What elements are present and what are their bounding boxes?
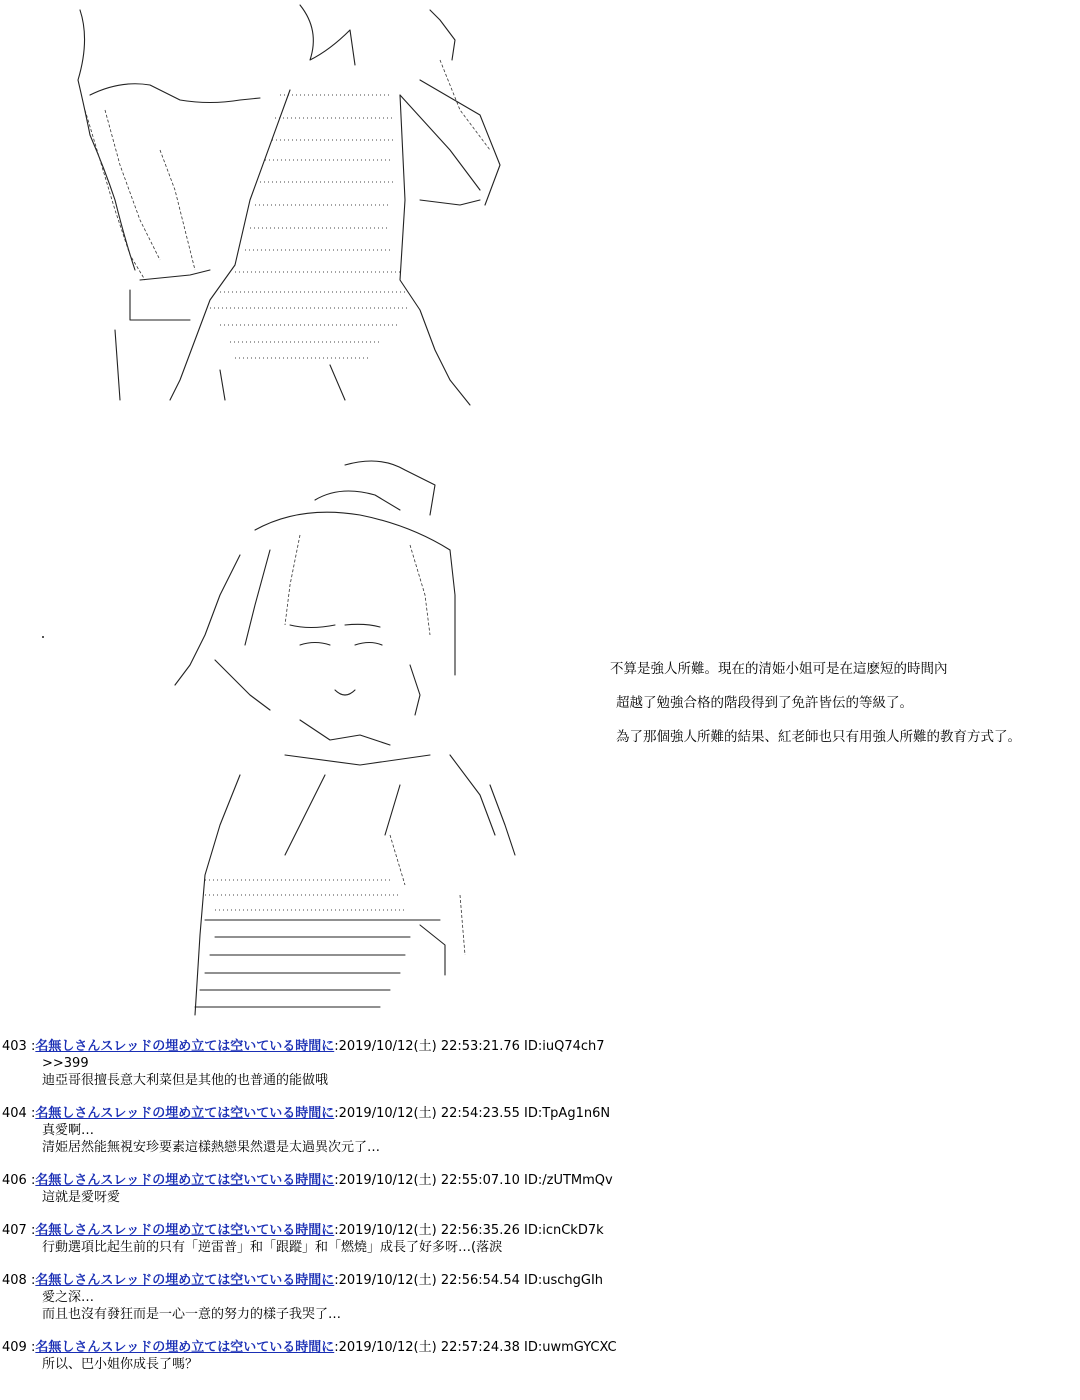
post-text-line: 所以、巴小姐你成長了嗎？ <box>42 1357 199 1372</box>
ascii-art-bottom <box>160 455 530 1025</box>
post-separator: : <box>30 1340 36 1355</box>
post-meta: :2019/10/12(土) 22:54:23.55 ID:TpAg1n6N <box>334 1106 611 1121</box>
poster-name-link[interactable]: 名無しさんスレッドの埋め立ては空いている時間に <box>35 1173 335 1188</box>
post-meta: :2019/10/12(土) 22:55:07.10 ID:/zUTMmQv <box>334 1173 613 1188</box>
post-body <box>2 1122 1078 1156</box>
post-separator: : <box>30 1173 36 1188</box>
post <box>2 1272 1078 1323</box>
poster-name-link[interactable]: 名無しさんスレッドの埋め立ては空いている時間に <box>35 1106 335 1121</box>
poster-name-link[interactable]: 名無しさんスレッドの埋め立ては空いている時間に <box>35 1273 335 1288</box>
stray-dot <box>42 636 44 638</box>
post-text-line: 這就是愛呀愛 <box>42 1190 121 1205</box>
post <box>2 1172 1078 1206</box>
post-number: 404 <box>2 1106 27 1121</box>
post <box>2 1339 1078 1373</box>
post-body <box>2 1189 1078 1206</box>
post-text-line: 迪亞哥很擅長意大利菜但是其他的也普通的能做哦 <box>42 1073 329 1088</box>
post-meta: :2019/10/12(土) 22:57:24.38 ID:uwmGYCXC <box>334 1340 617 1355</box>
post-header <box>2 1339 1078 1356</box>
post-number: 408 <box>2 1273 27 1288</box>
narration-line: 為了那個強人所難的結果、紅老師也只有用強人所難的教育方式了。 <box>616 729 1021 745</box>
ascii-art-bottom-drawing <box>160 455 530 1025</box>
poster-name-link[interactable]: 名無しさんスレッドの埋め立ては空いている時間に <box>35 1039 335 1054</box>
post-separator: : <box>30 1273 36 1288</box>
post-number: 409 <box>2 1340 27 1355</box>
post-meta: :2019/10/12(土) 22:56:35.26 ID:icnCkD7k <box>334 1223 604 1238</box>
post-text-line: 真愛啊… <box>42 1123 95 1138</box>
post-separator: : <box>30 1039 36 1054</box>
post-text-line: 愛之深… <box>42 1290 95 1305</box>
post-header <box>2 1105 1078 1122</box>
post-text-line: 行動選項比起生前的只有「逆雷普」和「跟蹤」和「燃燒」成長了好多呀…(落淚 <box>42 1240 503 1255</box>
ascii-art-top-drawing <box>60 0 520 415</box>
post-header <box>2 1272 1078 1289</box>
post <box>2 1105 1078 1156</box>
post-header <box>2 1038 1078 1055</box>
post-body <box>2 1289 1078 1323</box>
post-header <box>2 1172 1078 1189</box>
post <box>2 1222 1078 1256</box>
post-body <box>2 1055 1078 1089</box>
post <box>2 1038 1078 1089</box>
post-number: 406 <box>2 1173 27 1188</box>
reply-anchor-link[interactable]: >>399 <box>42 1056 89 1071</box>
ascii-art-top <box>60 0 520 415</box>
post-text-line: 而且也沒有發狂而是一心一意的努力的樣子我哭了… <box>42 1307 342 1322</box>
post-separator: : <box>30 1106 36 1121</box>
post-meta: :2019/10/12(土) 22:53:21.76 ID:iuQ74ch7 <box>334 1039 605 1054</box>
post-number: 407 <box>2 1223 27 1238</box>
post-list <box>2 1038 1078 1389</box>
narration-block <box>610 660 1078 762</box>
post-body <box>2 1239 1078 1256</box>
post-text-line: 清姫居然能無視安珍要素這樣熱戀果然還是太過異次元了… <box>42 1140 381 1155</box>
poster-name-link[interactable]: 名無しさんスレッドの埋め立ては空いている時間に <box>35 1223 335 1238</box>
narration-line: 超越了勉強合格的階段得到了免許皆伝的等級了。 <box>616 695 913 711</box>
poster-name-link[interactable]: 名無しさんスレッドの埋め立ては空いている時間に <box>35 1340 335 1355</box>
post-body <box>2 1356 1078 1373</box>
post-number: 403 <box>2 1039 27 1054</box>
post-header <box>2 1222 1078 1239</box>
narration-line: 不算是強人所難。現在的清姫小姐可是在這麽短的時間內 <box>610 661 948 677</box>
post-meta: :2019/10/12(土) 22:56:54.54 ID:uschgGIh <box>334 1273 604 1288</box>
post-separator: : <box>30 1223 36 1238</box>
